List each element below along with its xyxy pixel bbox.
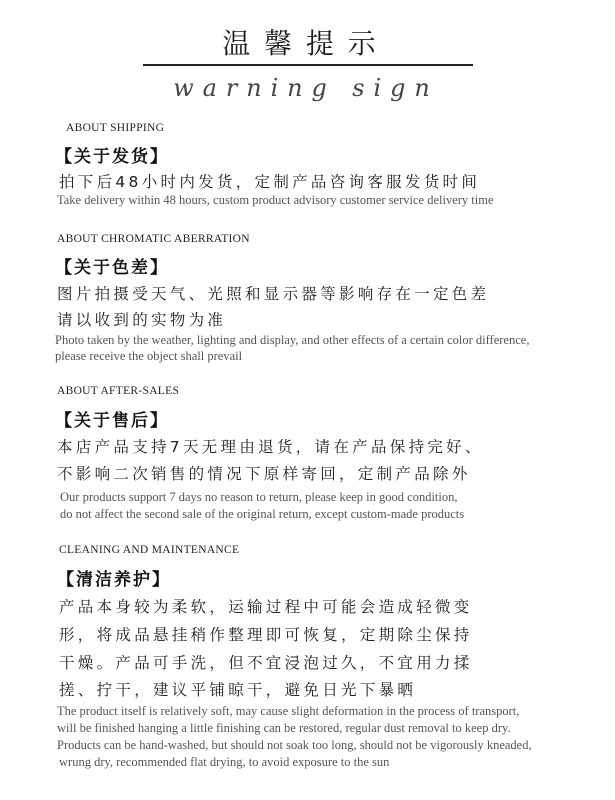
shipping-en-line-1: Take delivery within 48 hours, custom product advisory customer service delivery time [57,193,494,207]
cleaning-cn-heading: 【清洁养护】 [57,570,171,590]
shipping-cn-line-1: 拍下后48小时内发货，定制产品咨询客服发货时间 [59,173,481,191]
shipping-cn-heading: 【关于发货】 [55,147,169,167]
chromatic-en-heading: ABOUT CHROMATIC ABERRATION [57,233,250,245]
chromatic-cn-heading: 【关于色差】 [55,258,169,278]
cleaning-cn-line-1: 产品本身较为柔软，运输过程中可能会造成轻微变 [59,598,473,616]
chromatic-en-line-1: Photo taken by the weather, lighting and display, and other effects of a certain color difference, [55,333,530,347]
page-title: 温馨提示 [222,27,390,60]
after-sales-en-line-1: Our products support 7 days no reason to return, please keep in good condition, [60,490,458,504]
after-sales-en-heading: ABOUT AFTER-SALES [57,385,180,397]
cleaning-cn-line-4: 搓、拧干，建议平铺晾干，避免日光下暴晒 [59,681,417,699]
cleaning-en-line-3: Products can be hand-washed, but should not soak too long, should not be vigorously kneaded, [57,738,532,752]
cleaning-en-heading: CLEANING AND MAINTENANCE [59,544,240,556]
cleaning-en-line-2: will be finished hanging a little finishing can be restored, regular dust removal to keep dry. [57,721,511,735]
page-subtitle: warning sign [173,74,439,102]
title-underline [143,64,473,66]
after-sales-cn-line-2: 不影响二次销售的情况下原样寄回，定制产品除外 [57,465,471,483]
cleaning-cn-line-3: 干燥。产品可手洗，但不宜浸泡过久，不宜用力揉 [59,654,473,672]
cleaning-cn-line-2: 形，将成品悬挂稍作整理即可恢复，定期除尘保持 [59,626,473,644]
cleaning-en-line-1: The product itself is relatively soft, may cause slight deformation in the process of transport, [57,704,520,718]
after-sales-cn-heading: 【关于售后】 [55,411,169,431]
chromatic-cn-line-1: 图片拍摄受天气、光照和显示器等影响存在一定色差 [57,285,490,303]
after-sales-en-line-2: do not affect the second sale of the original return, except custom-made products [60,507,465,521]
chromatic-cn-line-2: 请以收到的实物为准 [57,311,227,329]
after-sales-cn-line-1: 本店产品支持7天无理由退货，请在产品保持完好、 [57,438,484,456]
cleaning-en-line-4: wrung dry, recommended flat drying, to avoid exposure to the sun [59,755,390,769]
chromatic-en-line-2: please receive the object shall prevail [55,349,243,363]
shipping-en-heading: ABOUT SHIPPING [66,122,165,134]
